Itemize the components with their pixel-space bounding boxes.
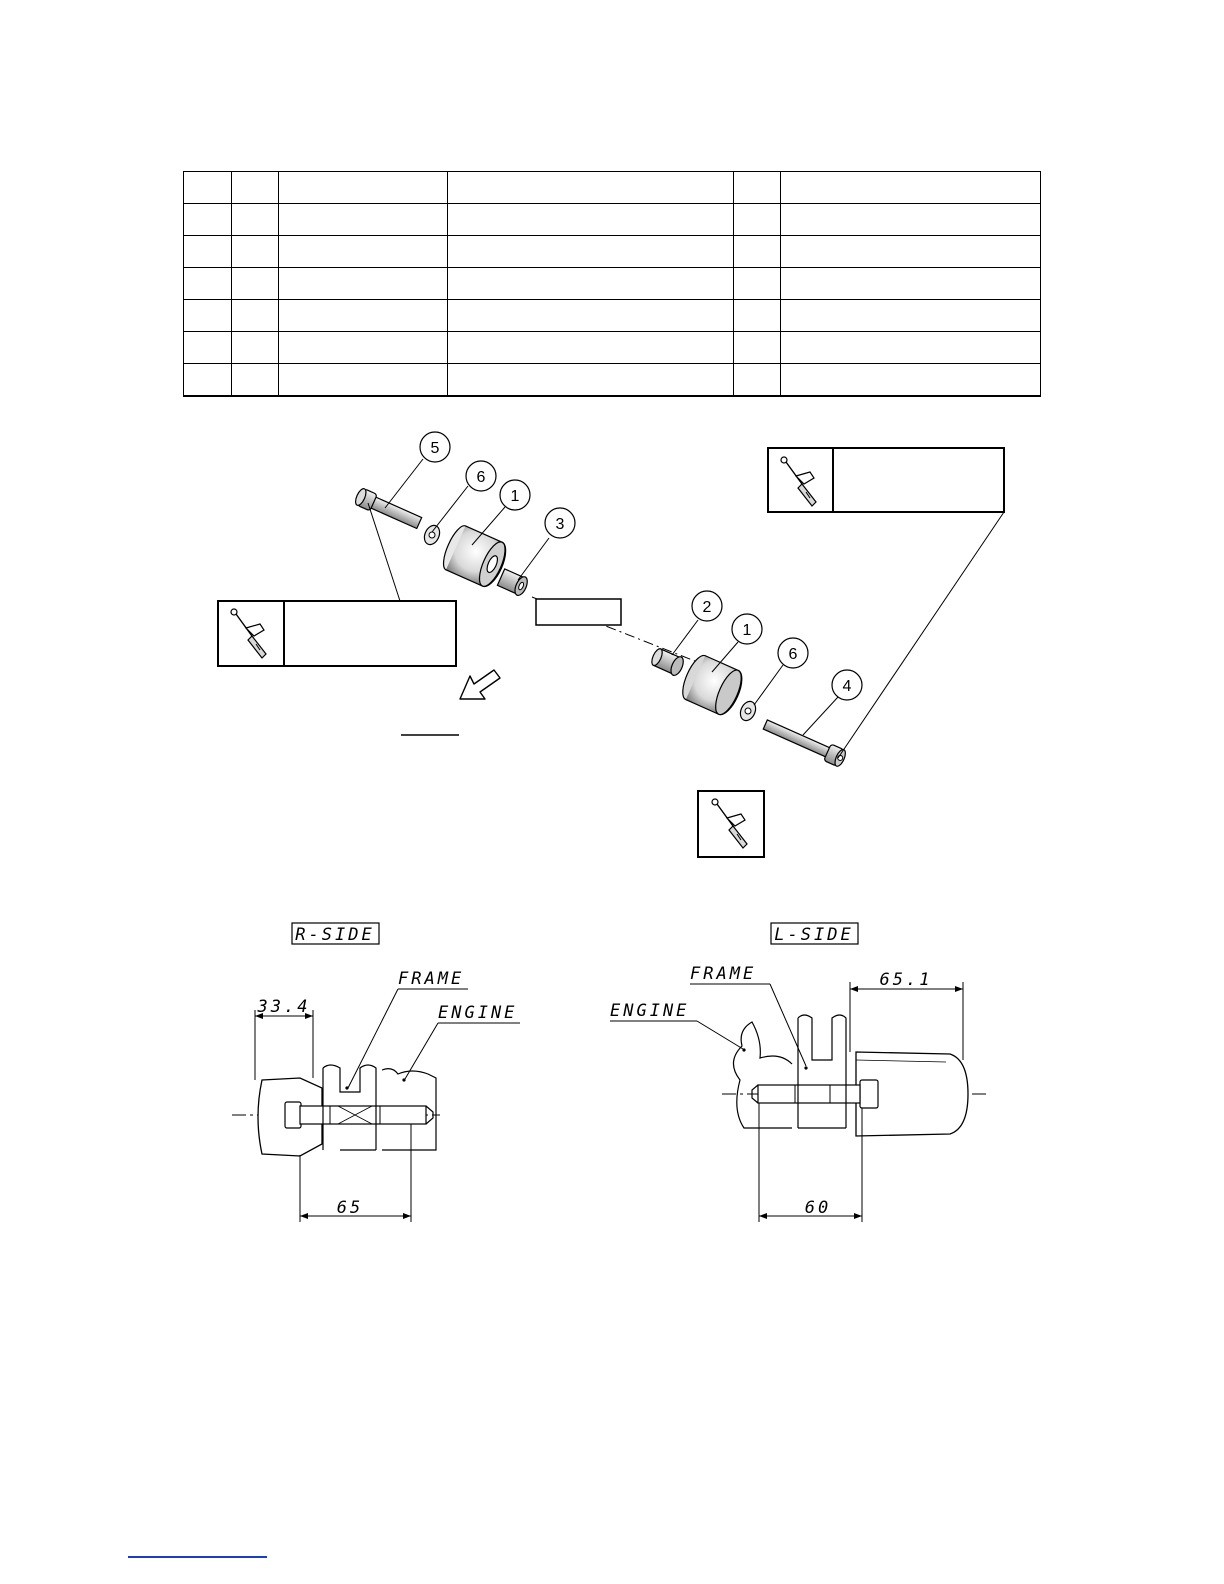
dimension-bottom: 65 [336,1198,364,1218]
balloon-part-4 [832,670,862,700]
dimension-top: 65.1 [879,970,933,990]
axis-label-box [536,599,621,625]
part-collar-lower [649,646,685,677]
balloon-label: 1 [510,488,520,505]
balloon-label: 4 [842,678,852,695]
torque-icon-box [698,791,764,857]
direction-arrow-icon [460,670,500,699]
l-side-view [610,923,990,1222]
frame-label: FRAME [398,969,465,989]
balloon-part-6 [778,638,808,668]
balloon-part-2 [692,591,722,621]
engine-label: ENGINE [438,1003,518,1023]
engine-label: ENGINE [610,1001,690,1021]
balloon-part-6 [466,461,496,491]
dimension-bottom: 60 [804,1198,832,1218]
balloon-label: 3 [555,516,565,533]
view-title: L-SIDE [774,925,854,945]
part-bolt-lower [762,716,848,767]
frame-label: FRAME [690,964,757,984]
torque-callout-right [768,448,1004,758]
part-washer-upper [422,523,443,547]
balloon-label: 5 [430,440,440,457]
balloon-label: 2 [702,599,712,616]
balloon-label: 1 [742,622,752,639]
footer-link-underline[interactable] [128,1556,267,1558]
balloon-label: 6 [788,646,798,663]
balloon-label: 6 [476,469,486,486]
balloon-part-1 [500,480,530,510]
r-side-view [232,923,520,1222]
part-slider-lower [678,652,748,718]
balloon-part-3 [545,508,575,538]
balloon-part-1 [732,614,762,644]
torque-callout-left [218,503,456,666]
part-collar-upper [497,568,530,597]
part-bolt-upper [353,487,422,531]
balloon-part-5 [420,432,450,462]
dimension-top: 33.4 [257,997,311,1017]
view-title: R-SIDE [295,925,375,945]
